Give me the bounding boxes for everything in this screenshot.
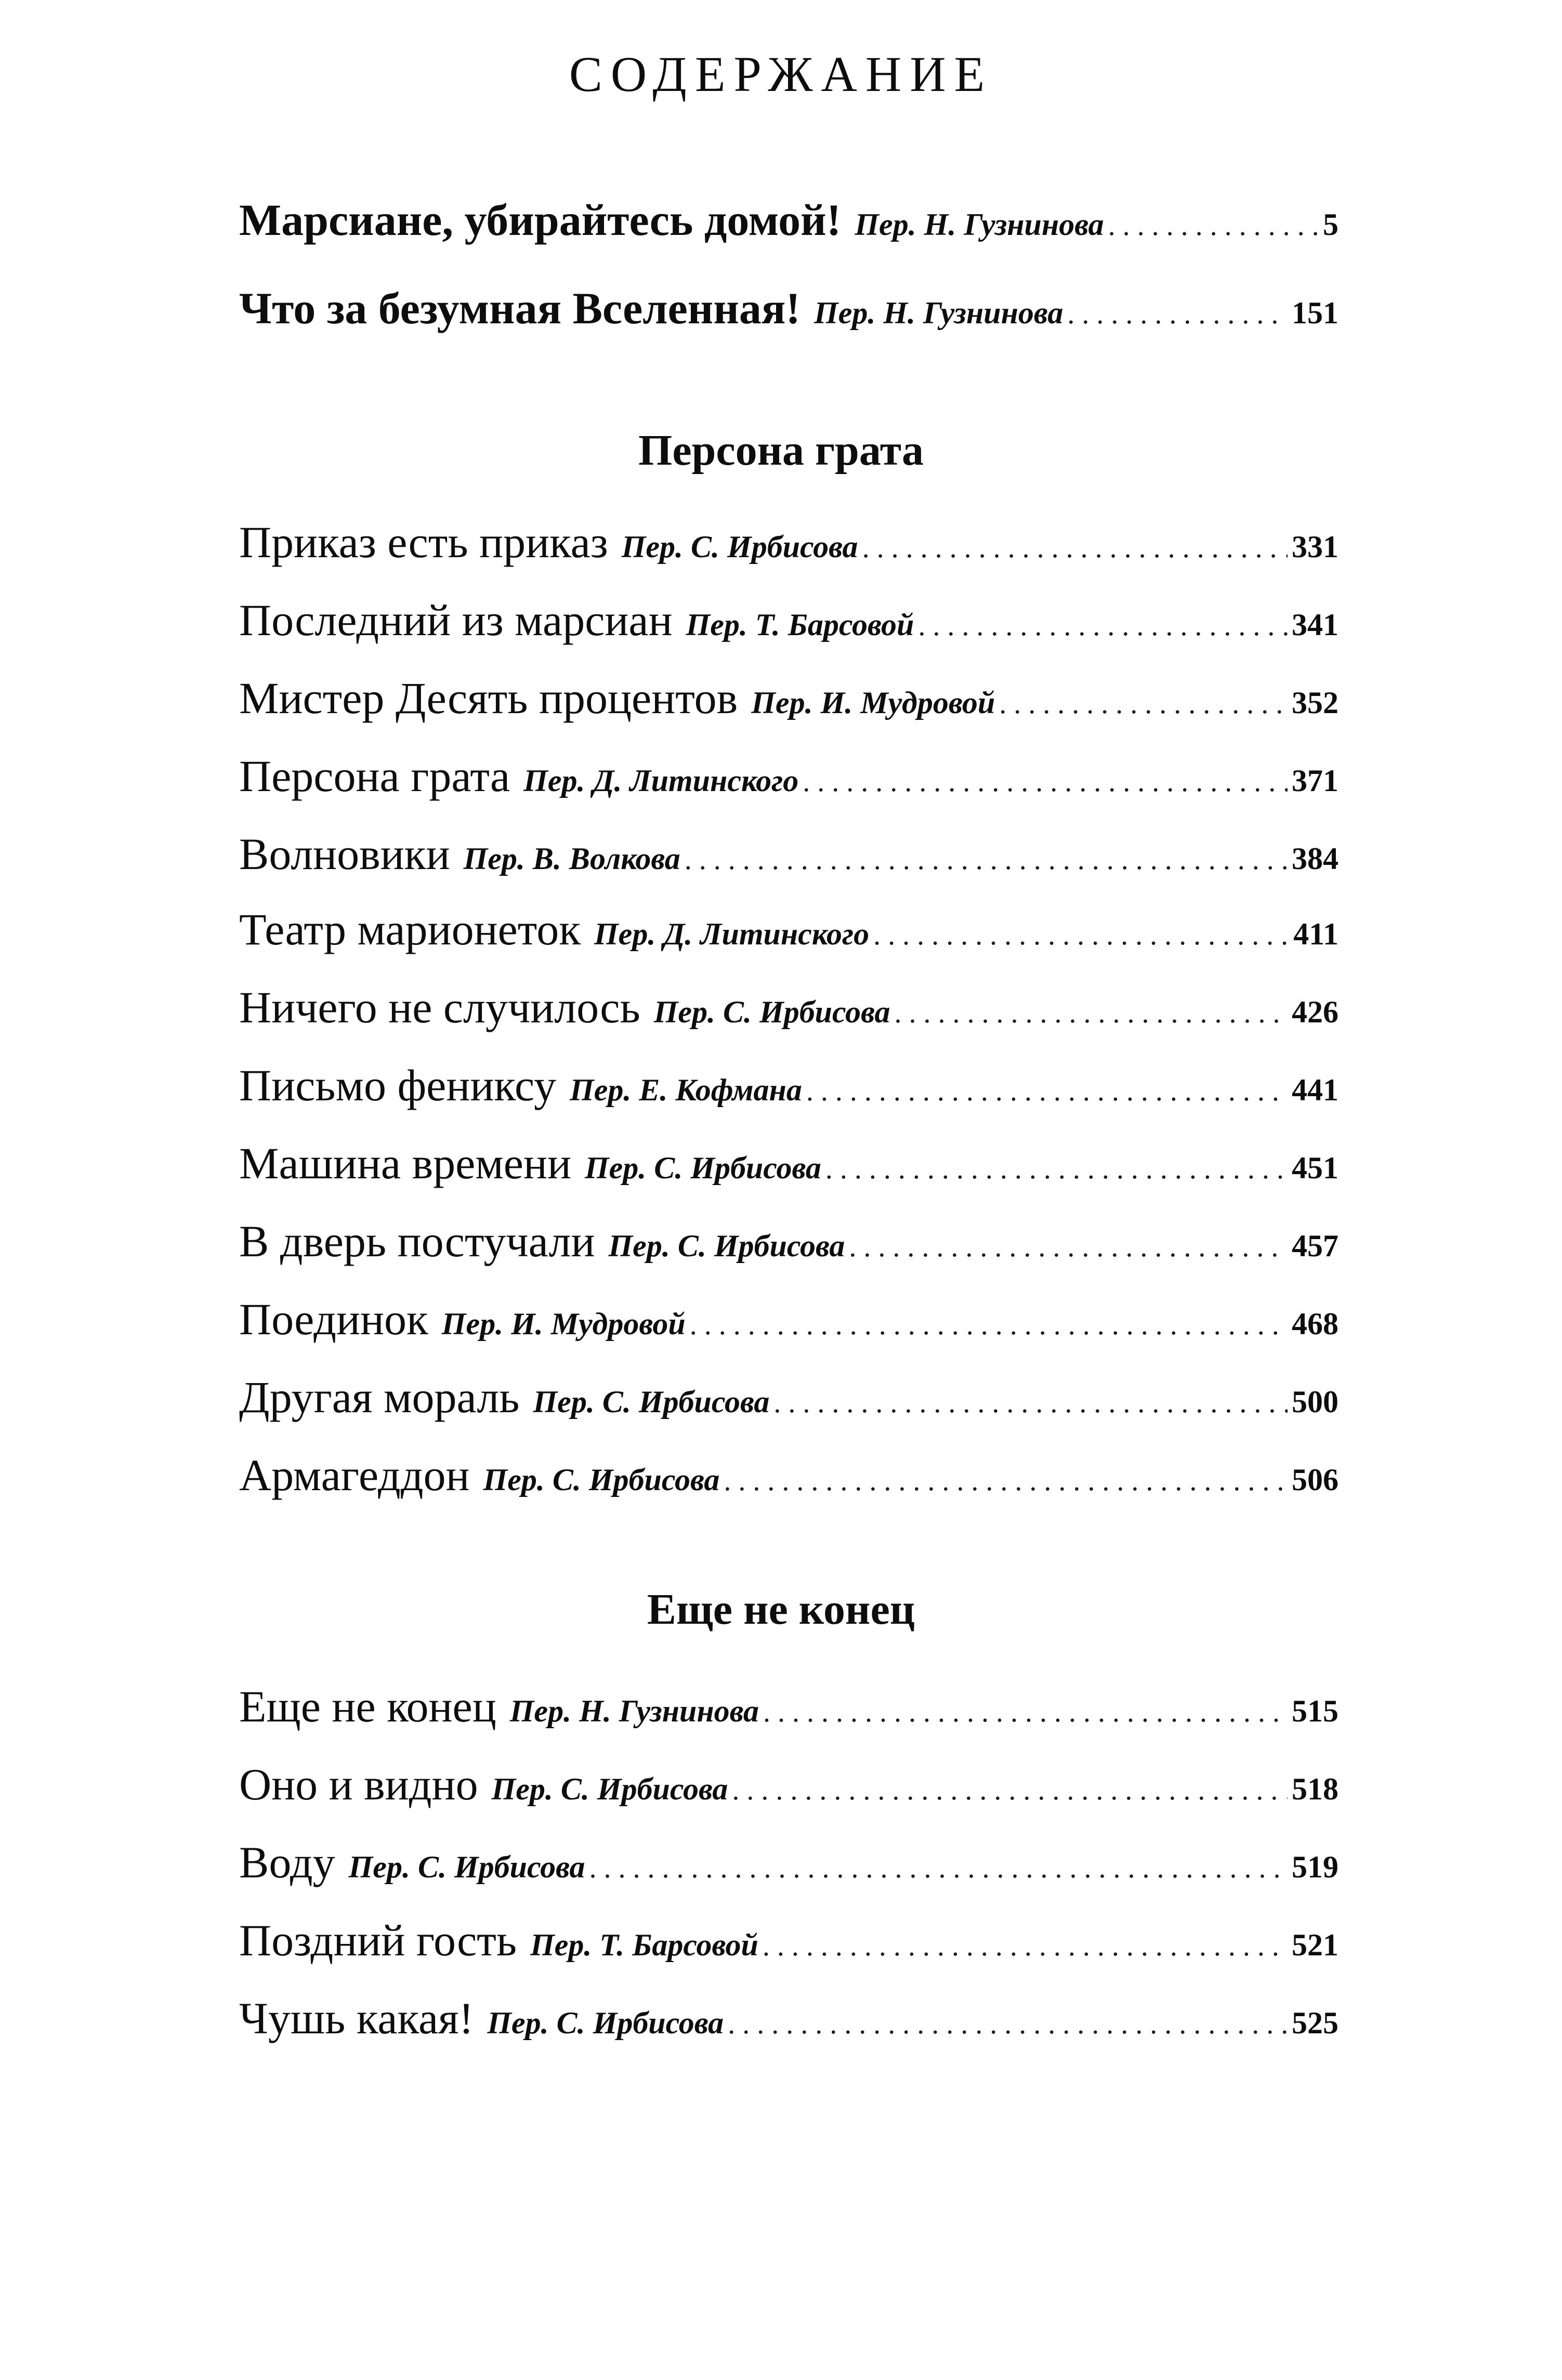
- entry-title: Поединок: [239, 1294, 428, 1344]
- entry-title: Ничего не случилось: [239, 982, 640, 1032]
- entry-translator: Пер. Н. Гузнинова: [814, 296, 1064, 330]
- toc-entry: [239, 1216, 1338, 1276]
- entry-page-number: 506: [1292, 1463, 1338, 1497]
- toc-entry: [239, 1681, 1338, 1741]
- dot-leader: [803, 767, 1288, 796]
- entry-page-number: 518: [1292, 1772, 1338, 1806]
- entry-title: Чушь какая!: [239, 1993, 474, 2043]
- toc-entry: [239, 1138, 1338, 1198]
- dot-leader: [999, 689, 1288, 718]
- dot-leader: [806, 1076, 1288, 1106]
- entry-page-number: 515: [1292, 1694, 1338, 1728]
- dot-leader: [825, 1154, 1288, 1184]
- entry-title: Последний из марсиан: [239, 595, 673, 645]
- dot-leader: [849, 1232, 1288, 1261]
- toc-entry: [239, 283, 1338, 343]
- toc-entry: [239, 829, 1338, 889]
- entry-translator: Пер. И. Мудровой: [441, 1307, 686, 1341]
- entry-page-number: 519: [1292, 1850, 1338, 1884]
- dot-leader: [763, 1931, 1288, 1961]
- entry-translator: Пер. С. Ирбисова: [621, 530, 858, 564]
- entry-title: Персона грата: [239, 751, 510, 801]
- dot-leader: [732, 1776, 1288, 1805]
- toc-entry: [239, 595, 1338, 655]
- dot-leader: [862, 533, 1288, 562]
- entry-page-number: 441: [1292, 1073, 1338, 1107]
- section-heading: Персона грата: [638, 426, 924, 475]
- entry-translator: Пер. С. Ирбисова: [653, 995, 890, 1029]
- entry-title: Письмо фениксу: [239, 1060, 557, 1110]
- entry-page-number: 5: [1323, 207, 1338, 242]
- toc-entry: [239, 1915, 1338, 1975]
- entry-title: Армагеддон: [239, 1450, 470, 1500]
- toc-entry: [239, 1060, 1338, 1120]
- entry-title: Волновики: [239, 829, 450, 879]
- toc-entry: [239, 195, 1338, 255]
- dot-leader: [773, 1388, 1288, 1417]
- dot-leader: [763, 1698, 1288, 1727]
- dot-leader: [589, 1853, 1288, 1883]
- toc-entry: [239, 1450, 1338, 1510]
- toc-entry: [239, 904, 1338, 964]
- entry-translator: Пер. С. Ирбисова: [491, 1772, 728, 1806]
- entry-page-number: 521: [1292, 1928, 1338, 1962]
- entry-title: Что за безумная Вселенная!: [239, 283, 801, 333]
- entry-page-number: 468: [1292, 1307, 1338, 1341]
- entry-translator: Пер. Д. Литинского: [523, 764, 799, 798]
- entry-title: Воду: [239, 1837, 335, 1887]
- entry-translator: Пер. Т. Барсовой: [530, 1928, 758, 1962]
- dot-leader: [728, 2009, 1288, 2039]
- entry-translator: Пер. С. Ирбисова: [483, 1463, 720, 1497]
- toc-entry: [239, 517, 1338, 577]
- dot-leader: [918, 611, 1288, 640]
- toc-entry: [239, 1372, 1338, 1432]
- entry-title: Марсиане, убирайтесь домой!: [239, 195, 842, 245]
- entry-title: Другая мораль: [239, 1372, 520, 1422]
- entry-translator: Пер. Т. Барсовой: [686, 608, 914, 642]
- entry-translator: Пер. С. Ирбисова: [533, 1385, 770, 1419]
- entry-page-number: 500: [1292, 1385, 1338, 1419]
- entry-title: Машина времени: [239, 1138, 571, 1188]
- entry-title: Мистер Десять процентов: [239, 673, 738, 723]
- entry-translator: Пер. Е. Кофмана: [570, 1073, 802, 1107]
- entry-title: Театр марионеток: [239, 904, 581, 954]
- toc-entry: [239, 1294, 1338, 1354]
- dot-leader: [724, 1466, 1288, 1495]
- entry-translator: Пер. И. Мудровой: [751, 686, 995, 720]
- entry-page-number: 331: [1292, 530, 1338, 564]
- entry-translator: Пер. С. Ирбисова: [487, 2006, 724, 2040]
- dot-leader: [690, 1310, 1288, 1339]
- entry-title: Поздний гость: [239, 1915, 517, 1965]
- entry-translator: Пер. Д. Литинского: [594, 917, 870, 951]
- toc-entry: [239, 1837, 1338, 1897]
- entry-translator: Пер. Н. Гузнинова: [509, 1694, 759, 1728]
- dot-leader: [895, 998, 1288, 1028]
- entry-page-number: 384: [1292, 841, 1338, 876]
- entry-page-number: 352: [1292, 686, 1338, 720]
- entry-translator: Пер. В. Волкова: [463, 841, 680, 876]
- toc-entry: [239, 751, 1338, 811]
- toc-entry: [239, 1759, 1338, 1819]
- entry-translator: Пер. С. Ирбисова: [348, 1850, 585, 1884]
- entry-title: Приказ есть приказ: [239, 517, 608, 567]
- entry-title: Оно и видно: [239, 1759, 478, 1809]
- toc-entry: [239, 982, 1338, 1042]
- entry-page-number: 525: [1292, 2006, 1338, 2040]
- entry-title: В дверь постучали: [239, 1216, 595, 1266]
- page-title: СОДЕРЖАНИЕ: [569, 46, 993, 102]
- entry-title: Еще не конец: [239, 1681, 496, 1731]
- dot-leader: [873, 921, 1289, 950]
- entry-page-number: 151: [1292, 296, 1338, 330]
- entry-page-number: 457: [1292, 1229, 1338, 1263]
- entry-page-number: 451: [1292, 1151, 1338, 1185]
- entry-translator: Пер. С. Ирбисова: [608, 1229, 845, 1263]
- entry-page-number: 341: [1292, 608, 1338, 642]
- dot-leader: [1108, 211, 1319, 240]
- entry-translator: Пер. С. Ирбисова: [585, 1151, 821, 1185]
- toc-entry: [239, 673, 1338, 733]
- entry-page-number: 371: [1292, 764, 1338, 798]
- entry-page-number: 411: [1293, 917, 1338, 951]
- entry-page-number: 426: [1292, 995, 1338, 1029]
- entry-translator: Пер. Н. Гузнинова: [855, 207, 1104, 242]
- dot-leader: [685, 845, 1288, 874]
- toc-entry: [239, 1993, 1338, 2053]
- section-heading: Еще не конец: [647, 1585, 915, 1634]
- dot-leader: [1067, 299, 1288, 328]
